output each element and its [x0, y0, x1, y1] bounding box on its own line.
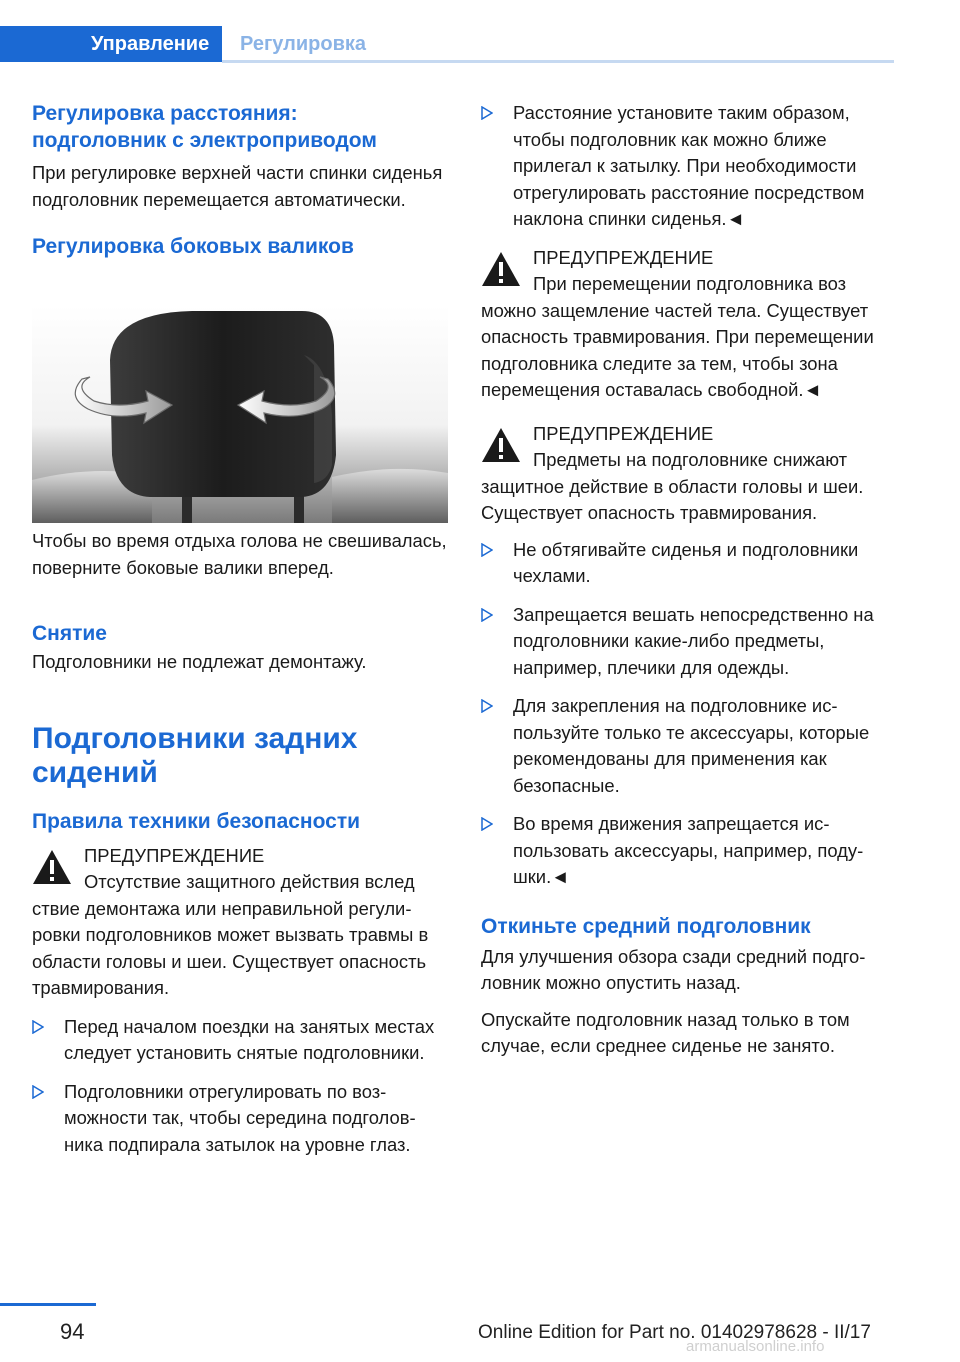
warning-label: ПРЕДУПРЕЖДЕНИЕ — [533, 246, 714, 268]
para-side-wings: Чтобы во время отдыха голова не свешивалась, поверните боковые валики вперед. — [32, 530, 447, 578]
bullet-triangle-icon — [481, 106, 493, 120]
headrest-illustration — [32, 305, 448, 523]
warning-text-rest: можно защемление частей тела. Существует опасность травмирования. При перемещении подголовника следите за тем, чтобы зона перемещения оставалась свободной.◄ — [481, 299, 874, 400]
tab-control[interactable]: Управление — [0, 26, 222, 62]
bullet-triangle-icon — [481, 699, 493, 713]
list-item — [481, 100, 897, 233]
list-item — [481, 602, 897, 682]
warning-block-1 — [32, 843, 448, 1002]
warning-text-first: Отсутствие защитного действия вслед — [84, 871, 415, 892]
bullet-triangle-icon — [32, 1020, 44, 1034]
heading-rear-headrests: Подголовники задних сидений — [32, 721, 358, 789]
heading-side-wings: Регулировка боковых валиков — [32, 235, 354, 258]
list-item — [481, 693, 897, 799]
warning-label: ПРЕДУПРЕЖДЕНИЕ — [84, 844, 265, 866]
warning-text-first: При перемещении подголовника воз — [533, 273, 847, 294]
page-number: 94 — [60, 1319, 85, 1344]
warning-triangle-icon — [481, 251, 521, 287]
warning-text-first: Предметы на подголовнике снижают — [533, 449, 848, 470]
list-item-text: Не обтягивайте сиденья и подголовники чехлами. — [513, 538, 859, 586]
list-item — [32, 1014, 448, 1067]
heading-safety: Правила техники безопасности — [32, 809, 361, 833]
list-item-text: Для закрепления на подголовнике используйте только те аксессуары, которые рекомендованы для применения как безопасные. — [513, 695, 870, 796]
warning-label: ПРЕДУПРЕЖДЕНИЕ — [533, 422, 714, 444]
heading-distance: Регулировка расстояния: подголовник с электроприводом — [32, 102, 377, 152]
heading-removal: Снятие — [32, 622, 107, 645]
footer-accent-line — [0, 1303, 96, 1306]
header-bar — [0, 0, 960, 64]
para-distance: При регулировке верхней части спинки сиденья подголовник перемещается автоматически. — [32, 162, 443, 210]
warning-triangle-icon — [481, 427, 521, 463]
list-item — [32, 1079, 448, 1159]
warning-block-2 — [481, 245, 897, 404]
para-removal: Подголовники не подлежат демонтажу. — [32, 651, 367, 672]
para-fold-1: Для улучшения обзора сзади средний подголовник можно опустить назад. — [481, 945, 866, 993]
warning-block-3 — [481, 421, 897, 527]
left-column — [32, 100, 448, 260]
bullet-triangle-icon — [32, 1085, 44, 1099]
list-item-text: Расстояние установите таким образом, чтобы подголовник как можно ближе прилегал к затылку. При необходимости отрегулировать расстояние посредством наклона спинки сиденья.◄ — [513, 102, 865, 229]
left-column-lower — [32, 528, 448, 1158]
bullet-triangle-icon — [481, 817, 493, 831]
list-item-text: Подголовники отрегулировать по возможности так, чтобы середина подголовника подпирала затылок на уровне глаз. — [64, 1080, 416, 1155]
list-item-text: Запрещается вешать непосредственно на подголовники какие-либо предметы, например, плечики для одежды. — [513, 603, 874, 678]
list-item — [481, 537, 897, 590]
warning-triangle-icon — [32, 849, 72, 885]
bullet-triangle-icon — [481, 608, 493, 622]
list-item-text: Во время движения запрещается использовать аксессуары, например, подушки.◄ — [513, 813, 864, 887]
header-divider — [222, 60, 894, 63]
headrest-image — [32, 305, 448, 523]
edition-info: Online Edition for Part no. 01402978628 - II/17 — [478, 1322, 871, 1343]
tab-adjustment[interactable]: Регулировка — [240, 33, 367, 55]
watermark: armanualsonline.info — [686, 1338, 825, 1355]
heading-fold-middle: Откиньте средний подголовник — [481, 914, 811, 938]
list-item — [481, 811, 897, 891]
warning-text-rest: защитное действие в области головы и шеи. Существует опасность травмирования. — [481, 475, 864, 523]
bullet-triangle-icon — [481, 543, 493, 557]
right-column — [481, 100, 897, 1060]
warning-text-rest: ствие демонтажа или неправильной регулировки подголовников может вызвать травмы в области головы и шеи. Существует опасность травмирования. — [32, 897, 429, 998]
list-item-text: Перед началом поездки на занятых местах следует установить снятые подголовники. — [64, 1015, 435, 1063]
para-fold-2: Опускайте подголовник назад только в том случае, если среднее сиденье не занято. — [481, 1008, 850, 1056]
